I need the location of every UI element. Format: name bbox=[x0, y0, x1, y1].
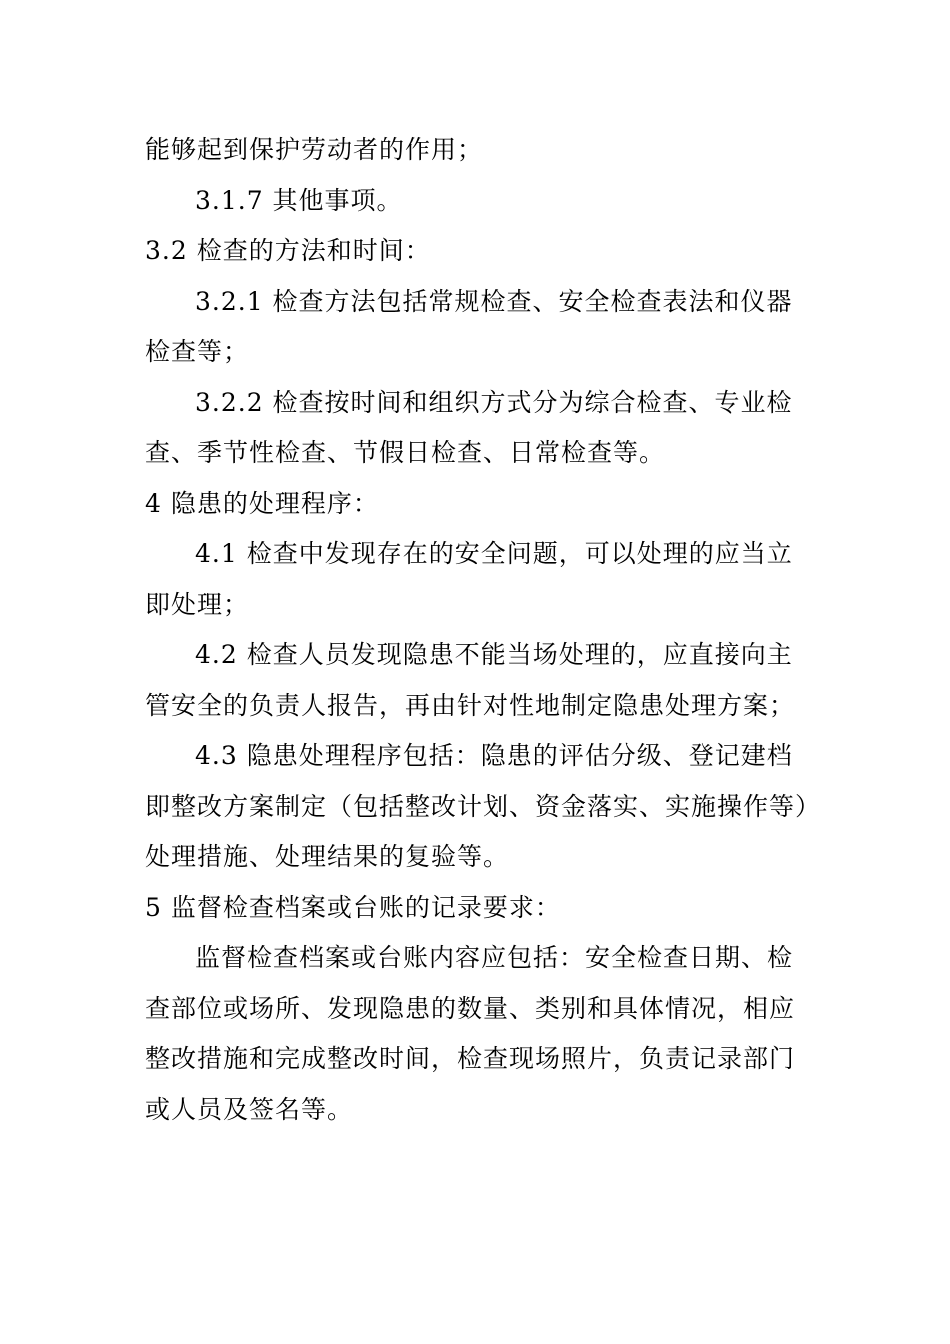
paragraph: 4.3 隐患处理程序包括：隐患的评估分级、登记建档即整改方案制定（包括整改计划、资金落实、实施操作等）处理措施、处理结果的复验等。 bbox=[145, 741, 809, 871]
document-body bbox=[145, 125, 815, 1135]
section-heading: 4 隐患的处理程序： bbox=[145, 488, 379, 518]
section-heading: 3.2 检查的方法和时间： bbox=[145, 236, 431, 265]
paragraph: 3.1.7 其他事项。 bbox=[195, 185, 403, 215]
paragraph: 3.2.2 检查按时间和组织方式分为综合检查、专业检查、季节性检查、节假日检查、日常检查等。 bbox=[145, 387, 793, 467]
paragraph: 4.2 检查人员发现隐患不能当场处理的，应直接向主管安全的负责人报告，再由针对性地制定隐患处理方案； bbox=[145, 640, 796, 720]
paragraph: 4.1 检查中发现存在的安全问题，可以处理的应当立即处理； bbox=[145, 539, 793, 619]
paragraph: 监督检查档案或台账内容应包括：安全检查日期、检查部位或场所、发现隐患的数量、类别和具体情况，相应整改措施和完成整改时间，检查现场照片，负责记录部门或人员及签名等。 bbox=[145, 943, 796, 1124]
paragraph: 3.2.1 检查方法包括常规检查、安全检查表法和仪器检查等； bbox=[145, 286, 793, 366]
section-heading: 5 监督检查档案或台账的记录要求： bbox=[145, 892, 561, 922]
paragraph: 能够起到保护劳动者的作用； bbox=[145, 135, 484, 164]
